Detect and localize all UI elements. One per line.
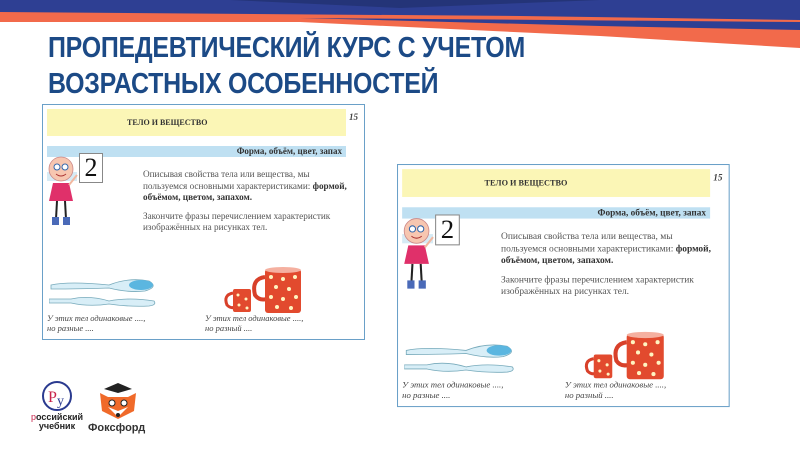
slide-title: ПРОПЕДЕВТИЧЕСКИЙ КУРС С УЧЕТОМ ВОЗРАСТНЫХ ОСОБЕННОСТЕЙ — [48, 32, 525, 100]
mugs-illustration — [581, 330, 674, 381]
caption-right: У этих тел одинаковые ...., но разный .... — [564, 379, 667, 400]
cartoon-character-icon — [46, 151, 80, 231]
lesson-text: Описывая свойства тела или вещества, мы пользуемся основными характеристиками: формой, объёмом, цветом, запахом. Закончите фразы перечислением характеристик изображённых на рисунках тел. — [143, 169, 347, 232]
section-title: Форма, объём, цвет, запах — [236, 146, 342, 156]
chapter-title: ТЕЛО И ВЕЩЕСТВО — [484, 178, 568, 188]
chapter-title: ТЕЛО И ВЕЩЕСТВО — [127, 118, 208, 127]
fox-mascot-icon — [88, 383, 148, 421]
cartoon-character-icon — [401, 212, 436, 294]
caption-right: У этих тел одинаковые ...., но разный .... — [205, 313, 304, 333]
svg-text:Р: Р — [48, 389, 57, 406]
foxford-logo: Фоксфорд — [88, 383, 148, 426]
textbook-page-image-large — [397, 164, 730, 407]
page-number: 15 — [349, 112, 358, 122]
russian-textbook-logo: Р у российский учебник — [22, 380, 92, 417]
mugs-illustration — [221, 265, 311, 315]
lesson-text: Описывая свойства тела или вещества, мы пользуемся основными характеристиками: формой, объёмом, цветом, запахом. Закончите фразы перечислением характеристик изображённых на рисунках тел. — [501, 230, 711, 296]
chapter-band — [47, 109, 346, 136]
page-number: 15 — [713, 172, 723, 183]
svg-text:у: у — [57, 394, 64, 409]
spoon-fork-illustration — [49, 275, 159, 311]
chapter-band — [402, 169, 710, 197]
spoon-fork-illustration — [404, 340, 517, 377]
caption-left: У этих тел одинаковые ...., но разные .... — [402, 379, 504, 400]
lesson-number: 2 — [435, 214, 460, 245]
caption-left: У этих тел одинаковые ...., но разные .... — [47, 313, 146, 333]
lesson-number: 2 — [79, 153, 103, 183]
russian-textbook-emblem-icon — [22, 380, 92, 412]
textbook-page-image-small — [42, 104, 365, 340]
section-title: Форма, объём, цвет, запах — [597, 207, 706, 218]
